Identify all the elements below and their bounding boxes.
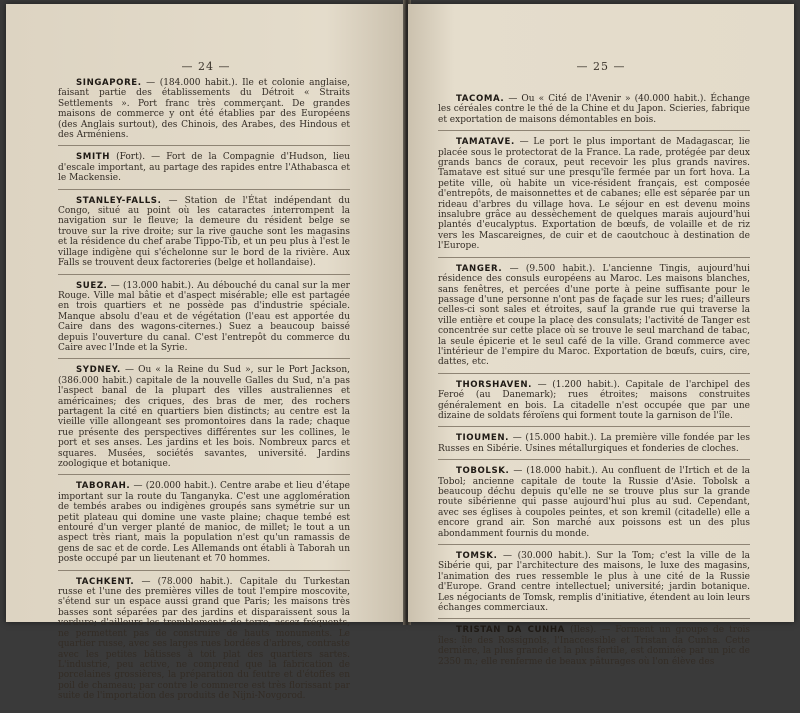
entry-text: Échange les céréales contre le thé de la Chine et du Japon. Scieries, fabrique et exportation de maisons démontables en bois. [438, 94, 750, 125]
entry-meta: — (20.000 habit.). [133, 481, 217, 492]
entry-meta: — (184.000 habit.). [146, 78, 238, 88]
entry-text: — Forment un groupe de trois îles: île des Rossignols, l'Inaccessible et Tristan da Cunha. Cette dernière, la plus grande et la plus fertile, est dominée par un pic de 2350 m.; elle renferme de beaux pâturages où l'on élève des [438, 625, 750, 667]
left-page [6, 4, 406, 702]
entry [58, 577, 350, 707]
entry-name: TRISTAN DA CUNHA [456, 625, 565, 636]
text-column [438, 94, 750, 678]
entry-name: TOMSK. [456, 551, 498, 562]
entry [58, 365, 350, 475]
entry-name: TACHKENT. [76, 576, 135, 587]
entry-name: SUEZ. [76, 280, 108, 291]
entry [438, 551, 750, 619]
entry-text: Ile et colonie anglaise, faisant partie des établissements du Détroit « Straits Settlements ». Port franc très commerçant. De grandes maisons de commerce y ont été établies par des Européens (des Anglais surtout), des Chinois, des Arabes, des Hindous et des Arméniens. [58, 78, 350, 141]
entry-text: — Station de l'État indépendant du Congo, situé au point où les cataractes interrompent la navigation sur le fleuve; la demeure du résident belge se trouve sur la rive droite; sur la rive gauche sont les magasins et la résidence du chef arabe Tippo-Tib, et un peu plus à l'est le village indigène qui s'échelonne sur le bord de la rivière. Aux Falls se trouvent deux factoreries (belge et hollandaise). [58, 195, 350, 269]
entry-meta: — Ou « la Reine du Sud », sur le Port Jackson, (386.000 habit.) [58, 365, 350, 386]
entry-name: TOBOLSK. [456, 466, 510, 477]
entry-text: La première ville fondée par les Russes en Sibérie. Usines métallurgiques et fonderies de cloches. [438, 433, 750, 454]
entry [438, 625, 750, 672]
entry-name: STANLEY-FALLS. [76, 195, 162, 206]
text-column [58, 78, 350, 713]
entry-name: TIOUMEN. [456, 433, 510, 444]
entry-text: — Fort de la Compagnie d'Hudson, lieu d'escale important, au partage des rapides entre l'Athabasca et le Mackensie. [58, 152, 350, 184]
entry-meta: — (13.000 habit.). [110, 280, 194, 291]
entry [58, 196, 350, 275]
entry-meta: (Iles). [569, 625, 597, 636]
entry-name: TANGER. [456, 263, 503, 274]
entry-name: TACOMA. [456, 94, 505, 104]
page-number: — 25 — [576, 60, 626, 73]
entry-text: Au débouché du canal sur la mer Rouge. Ville mal bâtie et d'aspect misérable; elle est partagée en trois quartiers et ne possède pas d'industrie spéciale. Manque absolu d'eau et de végétation (l'eau est apportée du Caire dans des wagons-citernes.) Suez a beaucoup baissé depuis l'ouverture du canal. C'est l'entrepôt du commerce du Caire avec l'Inde et la Syrie. [58, 280, 350, 353]
entry [58, 78, 350, 146]
entry-meta: — Ou « Cité de l'Avenir » (40.000 habit.). [508, 94, 707, 104]
entry-text: L'ancienne Tingis, aujourd'hui résidence des consuls européens au Maroc. Les maisons blanches, sans fenêtres, et percées d'une porte à peine suffisante pour le passage d'une personne n'ont pas de façade sur les rues; d'ailleurs celles-ci sont sales et étroites, sauf la grande rue qui traverse la ville entière et coupe la place des consulats; l'activité de Tanger est concentrée sur cette place où se trouve le seul marchand de tabac, la seule épicerie et le seul café de la ville. Grand commerce avec l'intérieur de l'empire du Maroc. Exportation de bœufs, cuirs, cire, dattes, etc. [438, 263, 750, 368]
entry-name: SINGAPORE. [76, 78, 142, 88]
entry-text: Sur la Tom; c'est la ville de la Sibérie qui, par l'architecture des maisons, le luxe des magasins, l'animation des rues ressemble le plus à une cité de la Russie d'Europe. Grand centre intellectuel; université; jardin botanique. Les négociants de Tomsk, remplis d'initiative, étendent au loin leurs échanges commerciaux. [438, 551, 750, 614]
entry [438, 264, 750, 374]
entry-text: Capitale de l'archipel des Feroé (au Danemark); rues étroites; maisons construites généralement en bois. La citadelle n'est occupée que par une dizaine de soldats féroïens qui forment toute la garnison de l'île. [438, 379, 750, 421]
entry-text: Au confluent de l'Irtich et de la Tobol; ancienne capitale de toute la Russie d'Asie. Tobolsk a beaucoup déchu depuis qu'elle ne se trouve plus sur la grande route sibérienne qui passe aujourd'hui plus au sud. Cependant, avec ses églises à coupoles peintes, et son kremil (citadelle) elle a encore grand air. Son marché aux poissons est un des plus abondamment fournis du monde. [438, 466, 750, 539]
entry-meta: — (9.500 habit.). [509, 263, 596, 274]
entry [438, 94, 750, 131]
entry-name: TAMATAVE. [456, 137, 515, 148]
entry-meta: — (30.000 habit.). [503, 551, 591, 562]
entry [58, 481, 350, 570]
entry-text: capitale de la nouvelle Galles du Sud, n'a pas l'aspect banal de la plupart des villes australiennes et américaines; des criques, des bras de mer, des rochers partagent la cité en quartiers bien distincts; au centre est la vieille ville allongeant ses promontoires dans la rade; chaque rue présente des perspectives différentes sur les collines, le port et ses anses. Les jardins et les bois. Nombreux parcs et squares. Musées, sociétés savantes, université. Jardins zoologique et botanique. [58, 375, 350, 469]
entry [58, 281, 350, 360]
entry-meta: — (18.000 habit.). [513, 466, 598, 477]
page-number: — 24 — [181, 60, 231, 73]
entry-text: — Le port le plus important de Madagascar, lie placée sous le protectorat de la France. La rade, protégée par deux grands bancs de coraux, peut recevoir les plus grands navires. Tamatave est situé sur une presqu'île fermée par un fort hova. La petite ville, où habite un vice-résident français, est composée d'entrepôts, de maisonnettes et de cabanes; elle est séparée par un rideau d'arbres du village hova. Le séjour en est devenu moins insalubre grâce au dessèchement de quelques marais aujourd'hui plantés d'eucalyptus. Exportation de bœufs, de volaille et de riz vers les Mascareignes, de cuir et de caoutchouc à destination de l'Europe. [438, 137, 750, 252]
entry-name: TABORAH. [76, 481, 131, 492]
entry [58, 152, 350, 189]
entry-meta: — (15.000 habit.). [512, 433, 597, 444]
entry-name: SYDNEY. [76, 365, 121, 376]
entry [438, 466, 750, 545]
entry [438, 433, 750, 460]
entry-name: SMITH [76, 152, 110, 163]
entry-text: Capitale du Turkestan russe et l'une des premières villes de tout l'empire moscovite, s'étend sur un espace aussi grand que Paris; les maisons très basses sont séparées par des jardins et disparaissent sous la verdure; d'ailleurs les tremblements de terre, assez fréquents, ne permettent pas de construire de hauts monuments. Le quartier russe, avec ses larges rues bordées d'arbres, contraste avec les petites bâtisses à toit plat des quartiers sartes. L'industrie, peu active, ne comprend que la fabrication de porcelaines grossières, la préparation du feutre et d'étoffes en poil de chameau; par contre le commerce est très florissant par suite de l'importation des produits de Nijni-Novgorod. [58, 576, 350, 702]
entry [438, 380, 750, 428]
entry-text: Centre arabe et lieu d'étape important sur la route du Tanganyka. C'est une agglomération de tembés arabes ou indigènes groupés sans symétrie sur un petit plateau qui domine une vaste plaine; chaque tembé est entouré d'un verger planté de manioc, de millet; le tout a un aspect très riant, mais la population n'est qu'un ramassis de gens de sac et de corde. Les Allemands ont établi à Taborah un poste occupé par un lieutenant et 70 hommes. [58, 481, 350, 565]
entry-name: THORSHAVEN. [456, 379, 533, 390]
entry-meta: (Fort). [116, 152, 146, 163]
right-page [408, 4, 794, 667]
entry-meta: — (1.200 habit.). [537, 379, 620, 390]
entry-meta: — (78.000 habit.). [141, 576, 233, 587]
entry [438, 137, 750, 257]
